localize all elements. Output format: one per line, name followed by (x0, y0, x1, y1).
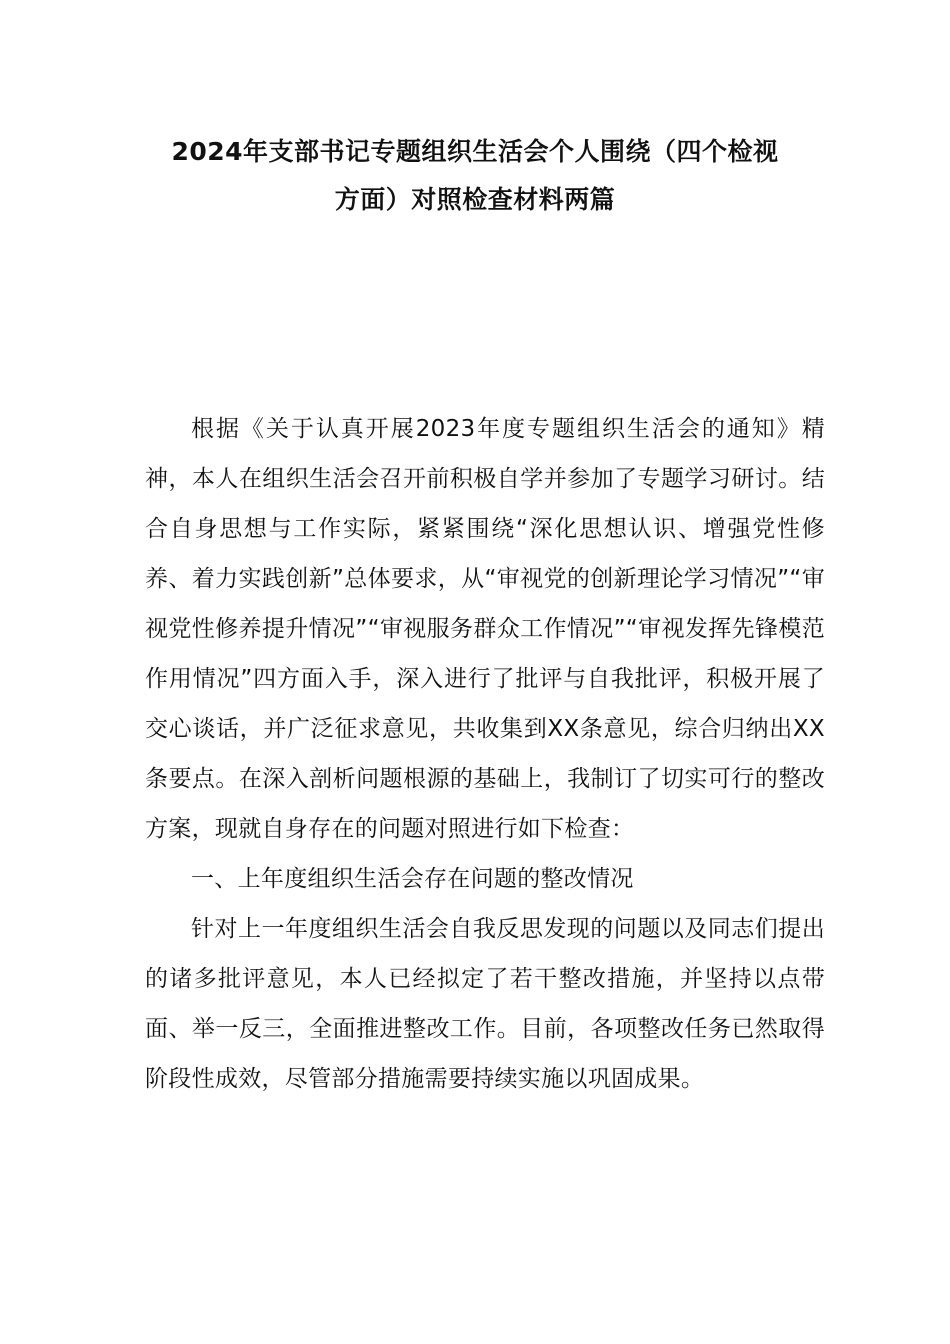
intro-paragraph: 根据《关于认真开展2023年度专题组织生活会的通知》精神，本人在组织生活会召开前积极自学并参加了专题学习研讨。结合自身思想与工作实际，紧紧围绕“深化思想认识、增强党性修养、着力实践创新”总体要求，从“审视党的创新理论学习情况”“审视党性修养提升情况”“审视服务群众工作情况”“审视发挥先锋模范作用情况”四方面入手，深入进行了批评与自我批评，积极开展了交心谈话，并广泛征求意见，共收集到XX条意见，综合归纳出XX条要点。在深入剖析问题根源的基础上，我制订了切实可行的整改方案，现就自身存在的问题对照进行如下检查： (145, 416, 825, 842)
document-title-line-2: 方面）对照检查材料两篇 (334, 185, 616, 214)
document-title-line-1: 2024年支部书记专题组织生活会个人围绕（四个检视 (171, 137, 779, 166)
section-heading-1: 一、上年度组织生活会存在问题的整改情况 (191, 866, 634, 892)
document-body (145, 404, 825, 1104)
section-1-paragraph: 针对上一年度组织生活会自我反思发现的问题以及同志们提出的诸多批评意见，本人已经拟定了若干整改措施，并坚持以点带面、举一反三，全面推进整改工作。目前，各项整改任务已然取得阶段性成效，尽管部分措施需要持续实施以巩固成果。 (145, 916, 825, 1092)
document-title (145, 128, 805, 224)
